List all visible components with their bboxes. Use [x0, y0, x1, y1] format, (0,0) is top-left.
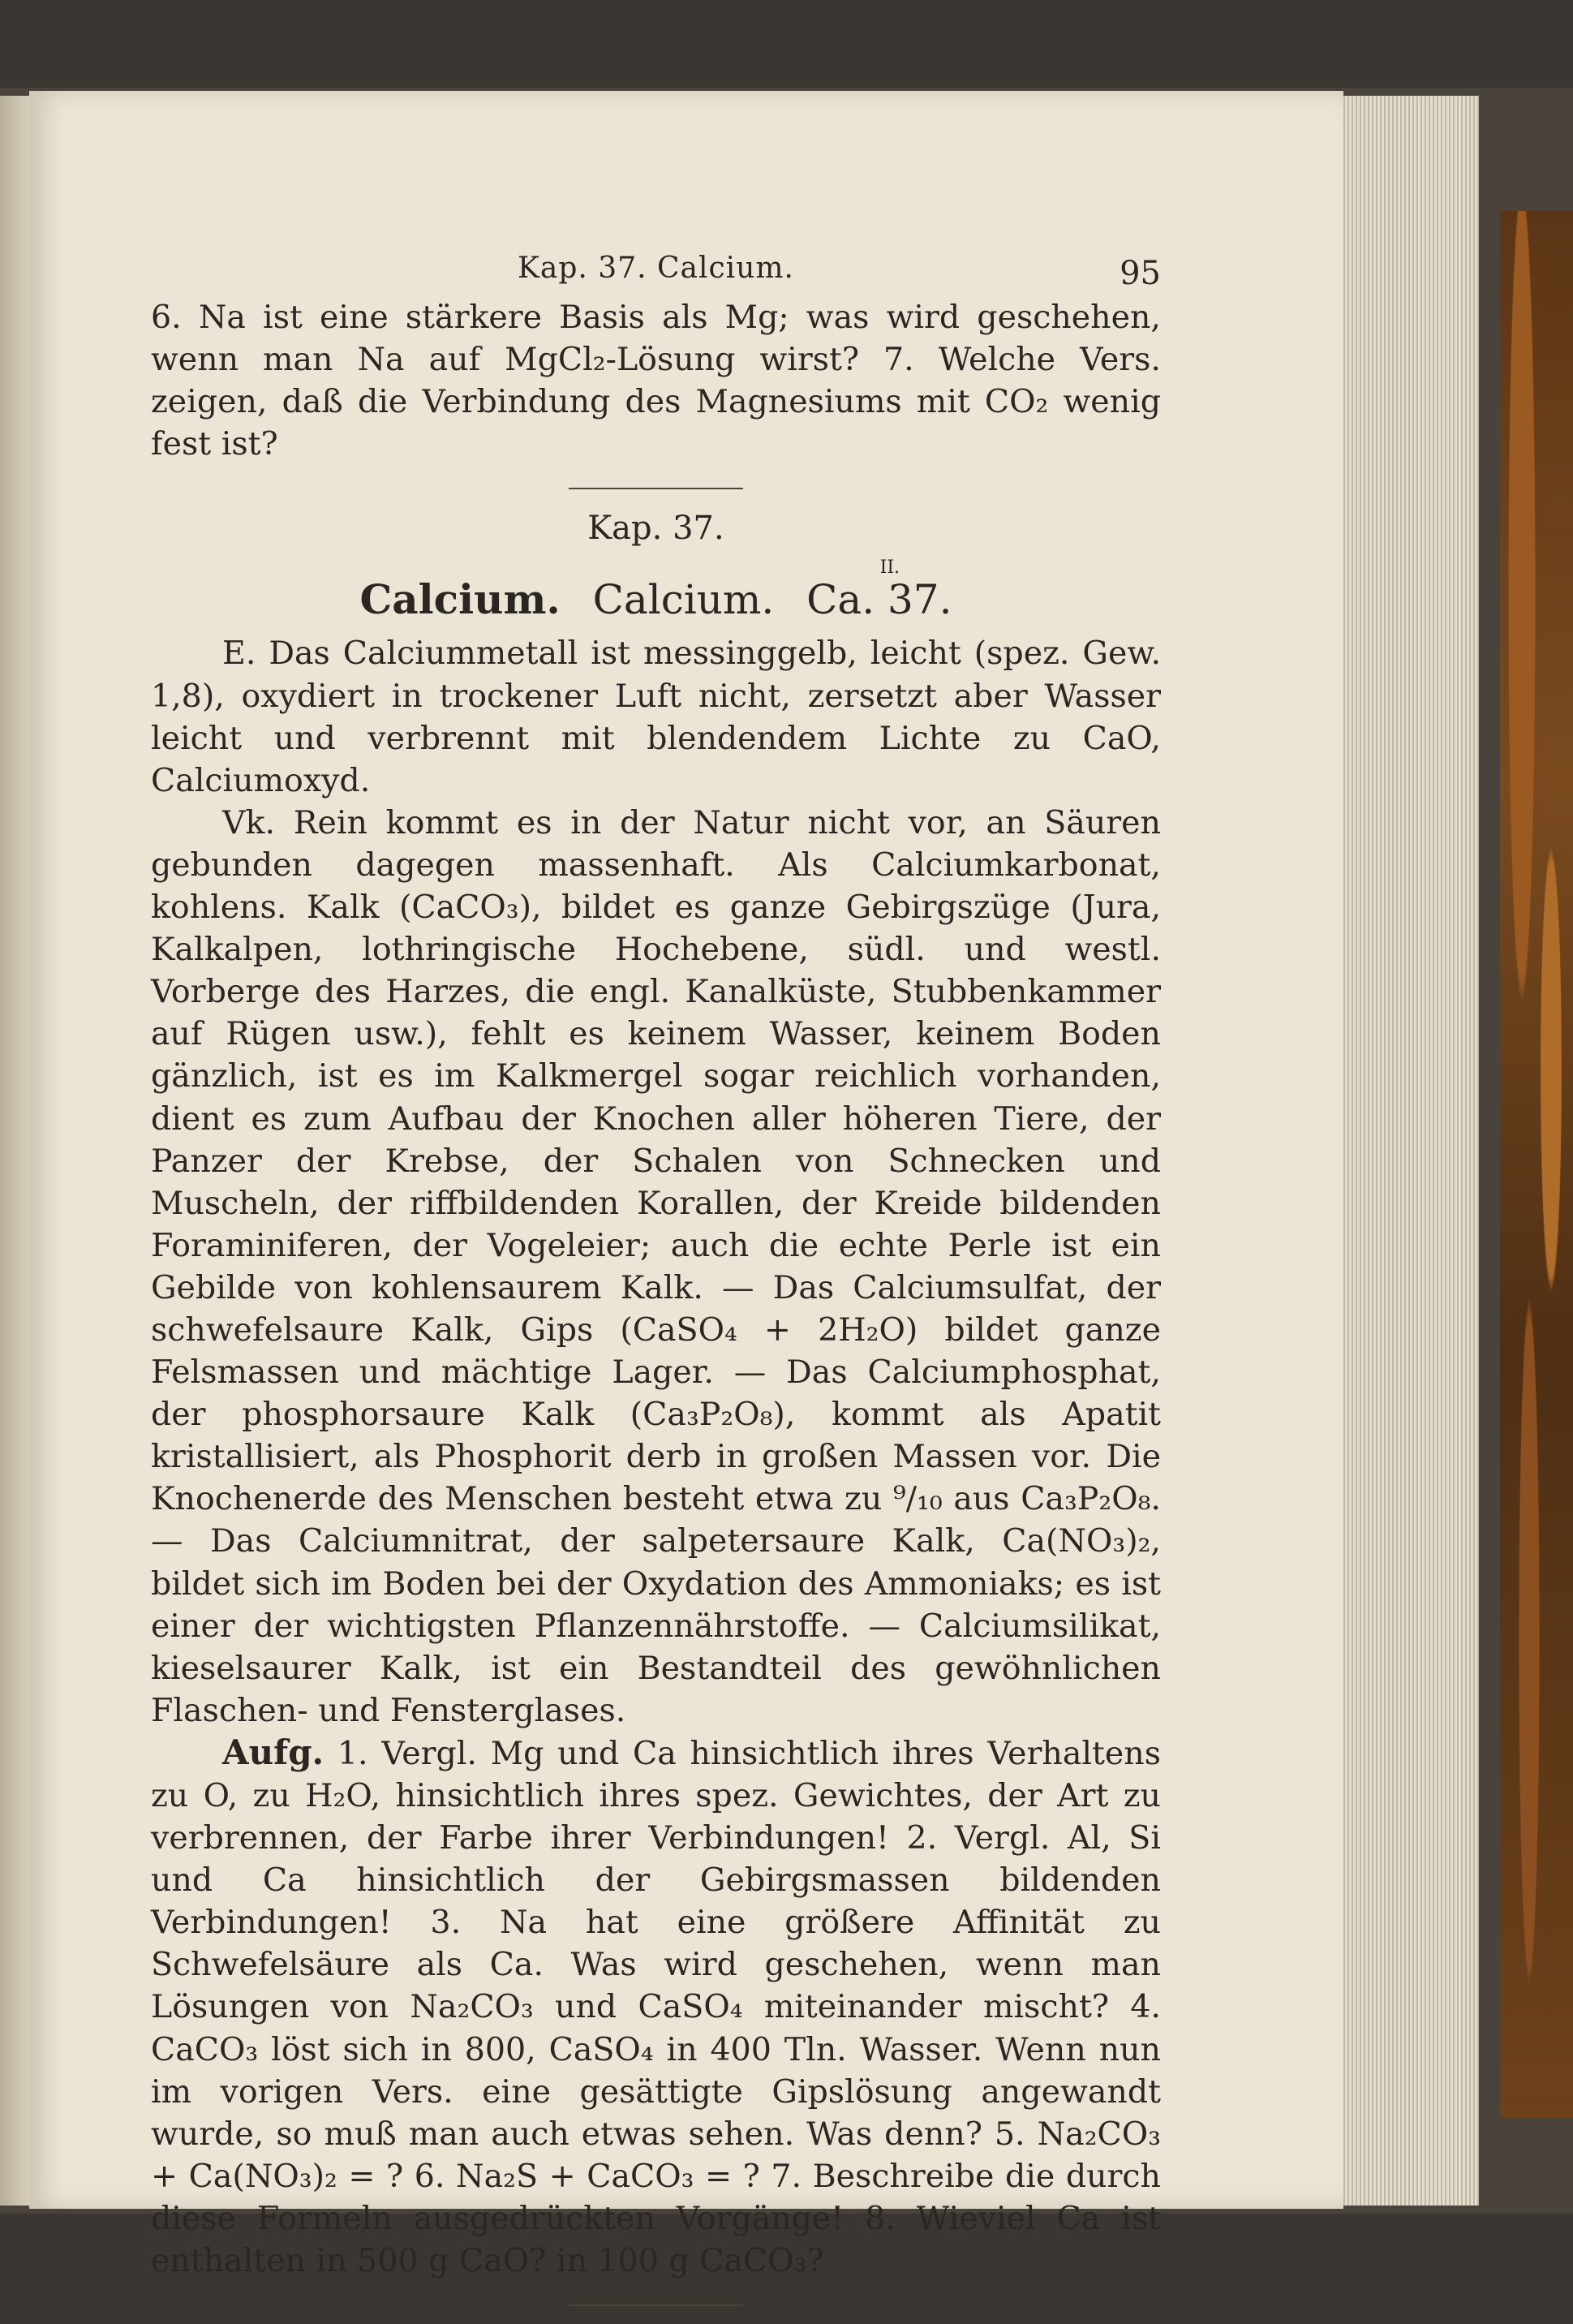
running-head: Kap. 37. Calcium. [518, 252, 794, 285]
page-stack-edge [1337, 96, 1479, 2206]
page-number: 95 [1120, 255, 1161, 292]
title-fraktur: Calcium. [359, 575, 561, 624]
marbled-edge [1500, 211, 1573, 2118]
left-page-edge [0, 96, 31, 2206]
paragraph-vk: Vk. Rein kommt es in der Natur nicht vor, an Säuren gebunden dagegen massenhaft. Als Calciumkarbonat, kohlens. Kalk (CaCO₃), bildet es ganze Gebirgszüge (Jura, Kalkalpen, lothringische Hochebene, südl. und westl. Vorberge des Harzes, die engl. Kanalküste, Stubbenkammer auf Rügen usw.), fehlt es keinem Wasser, keinem Boden gänzlich, ist es im Kalkmergel sogar reichlich vorhanden, dient es zum Aufbau der Knochen aller höheren Tiere, der Panzer der Krebse, der Schalen von Schnecken und Muscheln, der riffbildenden Korallen, der Kreide bildenden Foraminiferen, der Vogeleier; auch die echte Perle ist ein Gebilde von kohlensaurem Kalk. — Das Calciumsulfat, der schwefelsaure Kalk, Gips (CaSO₄ + 2H₂O) bildet ganze Felsmassen und mächtige Lager. — Das Calciumphosphat, der phosphorsaure Kalk (Ca₃P₂O₈), kommt als Apatit kristallisiert, als Phosphorit derb in großen Massen vor. Die Knochenerde des Menschen besteht etwa zu ⁹/₁₀ aus Ca₃P₂O₈. — Das Calciumnitrat, der salpetersaure Kalk, Ca(NO₃)₂, bildet sich im Boden bei der Oxydation des Ammoniaks; es ist einer der wichtigsten Pflanzennährstoffe. — Calciumsilikat, kieselsaurer Kalk, ist ein Bestandteil des gewöhnlichen Flaschen- und Fensterglases. [151, 803, 1161, 1729]
previous-questions: 6. Na ist eine stärkere Basis als Mg; was wird geschehen, wenn man Na auf MgCl₂-Lösung wirst? 7. Welche Vers. zeigen, daß die Verbindung des Magnesiums mit CO₂ wenig fest ist? [151, 299, 1161, 463]
page-text-block [151, 247, 1161, 2324]
section-divider [569, 488, 743, 489]
aufg-text: 1. Vergl. Mg und Ca hinsichtlich ihres Verhaltens zu O, zu H₂O, hinsichtlich ihres spez. Gewichtes, der Art zu verbrennen, der Farbe ihrer Verbindungen! 2. Vergl. Al, Si und Ca hinsichtlich der Gebirgsmassen bildenden Verbindungen! 3. Na hat eine größere Affinität zu Schwefelsäure als Ca. Was wird geschehen, wenn man Lösungen von Na₂CO₃ und CaSO₄ miteinander mischt? 4. CaCO₃ löst sich in 800, CaSO₄ in 400 Tln. Wasser. Wenn nun im vorigen Vers. eine gesättigte Gipslösung angewandt wurde, so muß man auch etwas sehen. Was denn? 5. Na₂CO₃ + Ca(NO₃)₂ = ? 6. Na₂S + CaCO₃ = ? 7. Beschreibe die durch diese Formeln ausgedrückten Vorgänge! 8. Wieviel Ca ist enthalten in 500 g CaO? in 100 g CaCO₃? [151, 1734, 1161, 2280]
end-divider [569, 2305, 743, 2306]
aufg-label: Aufg. [222, 1732, 324, 1772]
page-header [151, 247, 1161, 296]
paragraph-e: E. Das Calciummetall ist messinggelb, leicht (spez. Gew. 1,8), oxydiert in trockener Luft nicht, zersetzt aber Wasser leicht und verbrennt mit blendendem Lichte zu CaO, Calciumoxyd. [151, 635, 1161, 799]
title-symbol: Ca. 37. [806, 576, 952, 624]
title-latin: Calcium. [592, 576, 775, 624]
chapter-title [151, 572, 1161, 627]
paragraph-aufg [151, 1732, 1161, 2282]
valence-numeral: II. [879, 557, 900, 579]
chapter-label: Kap. 37. [587, 510, 724, 548]
